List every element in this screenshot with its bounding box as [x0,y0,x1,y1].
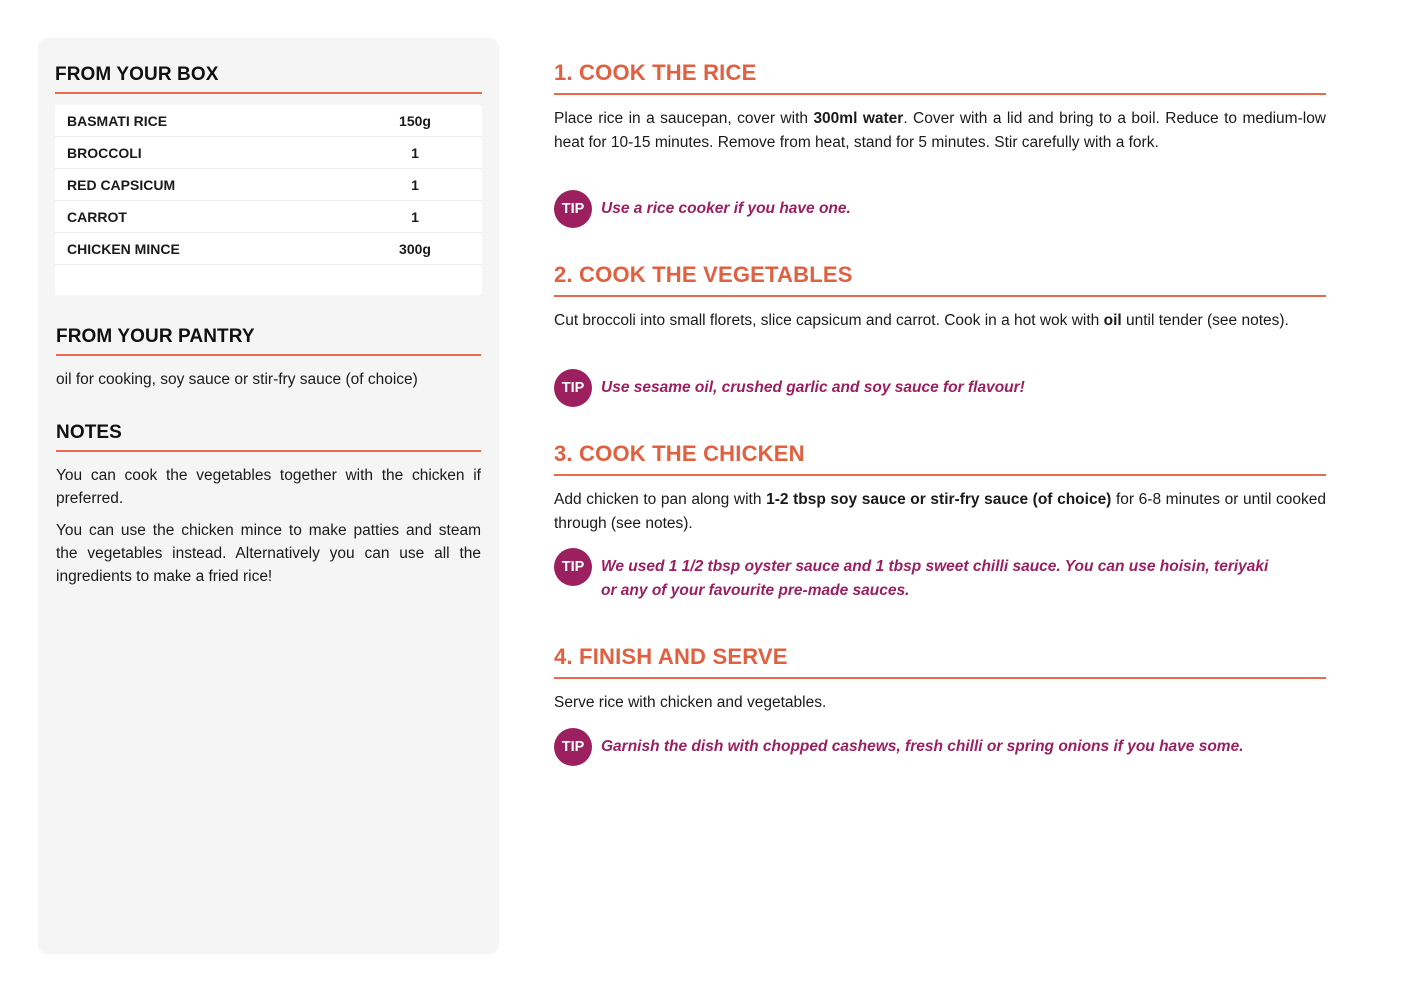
notes-body [56,464,481,597]
step-cook-vegetables [554,262,1326,333]
tip-cook-rice [554,190,851,228]
ingredient-name: CARROT [67,208,127,225]
ingredients-panel [38,38,499,954]
ingredient-qty: 150g [399,112,431,129]
step-text: Place rice in a saucepan, cover with [554,110,814,127]
step-title: 2. COOK THE VEGETABLES [554,262,1326,297]
step-text: Cut broccoli into small florets, slice capsicum and carrot. Cook in a hot wok with [554,312,1104,329]
tip-cook-chicken [554,548,1274,602]
tip-badge: TIP [554,728,592,766]
ingredient-row [55,137,482,169]
notes-heading: NOTES [56,422,481,452]
ingredient-name: BROCCOLI [67,144,142,161]
step-text: until tender (see notes). [1121,312,1289,329]
ingredient-row [55,105,482,137]
step-text: . Cover with a lid and bring to a boil. Reduce to medium-low heat for 10-15 minutes. Remove from heat, stand for 5 minutes. Stir carefully with a fork. [554,110,1327,151]
ingredient-row [55,201,482,233]
ingredient-qty: 1 [411,208,419,225]
step-title: 3. COOK THE CHICKEN [554,441,1326,476]
step-text: Add chicken to pan along with [554,491,767,508]
ingredient-row [55,169,482,201]
ingredient-qty: 300g [399,240,431,257]
step-text: for 6-8 minutes or until cooked through (see notes). [554,491,1326,532]
tip-finish-serve [554,728,1354,766]
step-text: Serve rice with chicken and vegetables. [554,694,827,711]
step-body [554,691,1326,715]
ingredient-name: RED CAPSICUM [67,176,176,193]
ingredient-qty: 1 [411,176,419,193]
step-body [554,488,1326,535]
pantry-items: oil for cooking, soy sauce or stir-fry sauce (of choice) [56,371,418,388]
from-your-box-heading: FROM YOUR BOX [55,64,482,94]
step-finish-serve [554,644,1326,715]
tip-text: Use a rice cooker if you have one. [601,200,851,217]
step-title: 1. COOK THE RICE [554,60,1326,95]
ingredient-qty: 1 [411,144,419,161]
step-title: 4. FINISH AND SERVE [554,644,1326,679]
step-cook-rice [554,60,1326,154]
notes-paragraph: You can use the chicken mince to make patties and steam the vegetables instead. Alternatively you can use all the ingredients to make a fried rice! [56,522,481,585]
tip-text: Garnish the dish with chopped cashews, fresh chilli or spring onions if you have some. [601,738,1244,755]
ingredients-table [55,105,482,295]
tip-badge: TIP [554,548,592,586]
tip-badge: TIP [554,369,592,407]
step-cook-chicken [554,441,1326,535]
tip-text: We used 1 1/2 tbsp oyster sauce and 1 tbsp sweet chilli sauce. You can use hoisin, teriyaki or any of your favourite pre-made sauces. [601,558,1269,599]
step-text-bold: oil [1103,312,1122,329]
step-text-bold: 1-2 tbsp soy sauce or stir-fry sauce (of choice) [766,491,1112,508]
step-text-bold: 300ml water [813,110,904,127]
tip-text: Use sesame oil, crushed garlic and soy sauce for flavour! [601,379,1025,396]
from-your-pantry-heading: FROM YOUR PANTRY [56,326,481,356]
step-body [554,107,1326,154]
step-body [554,309,1326,333]
notes-paragraph: You can cook the vegetables together with the chicken if preferred. [56,467,481,507]
tip-badge: TIP [554,190,592,228]
tip-cook-vegetables [554,369,1025,407]
ingredient-row [55,233,482,265]
ingredient-name: CHICKEN MINCE [67,240,180,257]
ingredient-name: BASMATI RICE [67,112,168,129]
